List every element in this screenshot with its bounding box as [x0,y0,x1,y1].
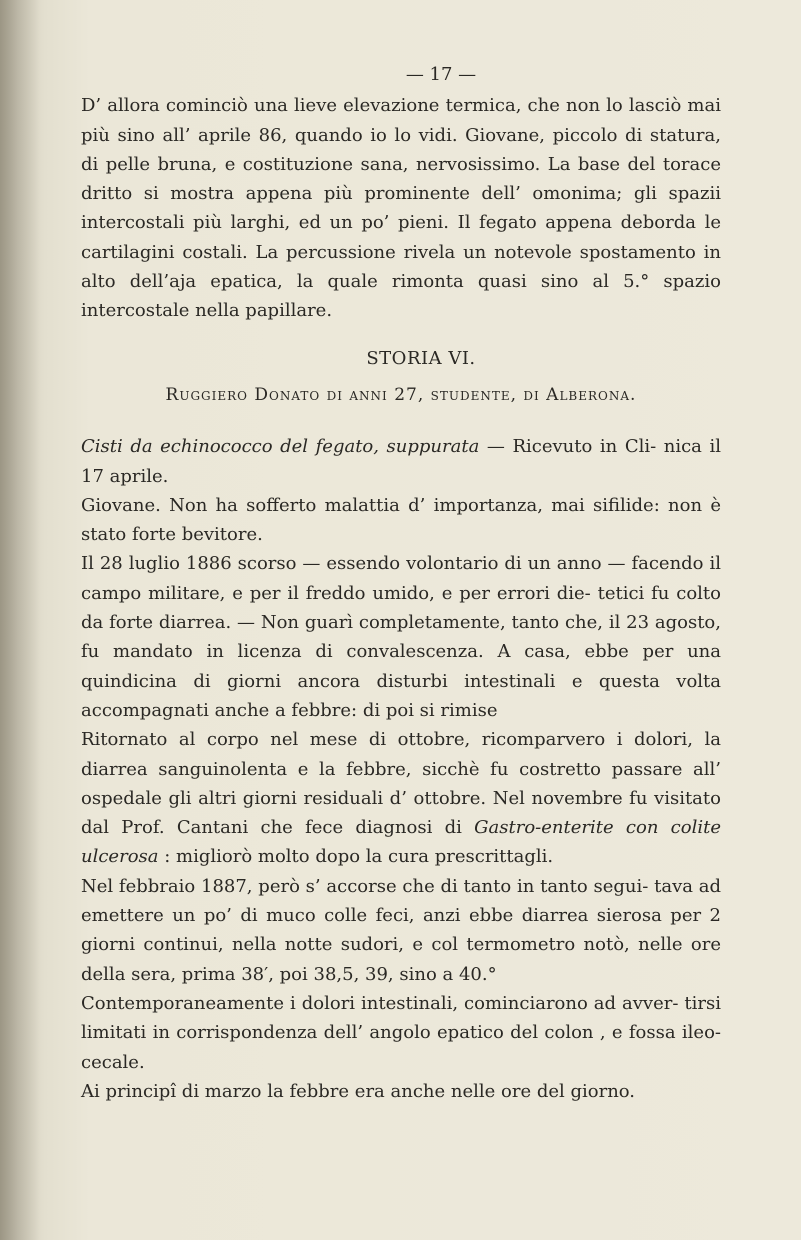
paragraph-2 [81,491,721,550]
paragraph-6 [81,989,721,1077]
paragraph-5-text: Nel febbraio 1887, però s’ accorse che di tanto in tanto segui- tava ad emettere un po’ di muco colle feci, anzi ebbe diarrea sierosa per 2 giorni continui, nella notte sudori, e col termometro notò, nelle ore della sera, prima 38′, poi 38,5, 39, sino a 40.° [81,875,721,985]
document-body [81,60,721,1106]
paragraph-3 [81,549,721,725]
diagnosis-text: — Ricevuto in Cli- nica il 17 aprile. [81,436,721,487]
paragraph-3-text: Il 28 luglio 1886 scorso — essendo volontario di un anno — facendo il campo militare, e per il freddo umido, e per errori die- tetici fu colto da forte diarrea. — Non guarì completamente, tanto che, il 23 agosto, fu mandato in licenza di convalescenza. A casa, ebbe per una quindicina di giorni ancora disturbi intestinali e questa volta accompagnati anche a febbre: di poi si rimise [81,553,721,721]
page-edge-shadow [0,0,40,1240]
paragraph-4-italic: Gastro-enterite con colite ulcerosa [81,817,721,868]
paragraph-1-text: D’ allora cominciò una lieve elevazione termica, che non lo lasciò mai più sino all’ aprile 86, quando io lo vidi. Giovane, piccolo di statura, di pelle bruna, e costituzione sana, nervosissimo. La base del torace dritto si mostra appena più prominente dell’ omonima; gli spazii intercostali più larghi, ed un po’ pieni. Il fegato appena deborda le cartilagini costali. La percussione rivela un notevole spostamento in alto dell’aja epatica, la quale rimonta quasi sino al 5.° spazio intercostale nella papillare. [81,95,721,322]
page-number: — 17 — [405,64,477,85]
paragraph-6-text: Contemporaneamente i dolori intestinali, cominciarono ad avver- tirsi limitati in corrispondenza dell’ angolo epatico del colon , e fossa ileo-cecale. [81,992,721,1073]
paragraph-4-text-b: : migliorò molto dopo la cura prescrittagli. [164,846,554,868]
paragraph-7-text: Ai principî di marzo la febbre era anche nelle ore del giorno. [81,1080,636,1102]
paragraph-4 [81,725,721,871]
paragraph-2-text: Giovane. Non ha sofferto malattia d’ importanza, mai sifilide: non è stato forte bevitore. [81,494,721,546]
paragraph-5 [81,872,721,989]
section-heading: STORIA VI. [366,347,476,369]
diagnosis-title: Cisti da echinococco del fegato, suppurata [81,436,480,458]
paragraph-4-text-a: Ritornato al corpo nel mese di ottobre, ricomparvero i dolori, la diarrea sanguinolenta e la febbre, sicchè fu costretto passare all’ ospedale gli altri giorni residuali d’ ottobre. Nel novembre fu visitato dal Prof. Cantani che fece diagnosi di [81,729,721,839]
diagnosis-paragraph [81,432,721,491]
paragraph-7 [81,1077,721,1106]
paragraph-1 [81,91,721,325]
patient-line: Ruggiero Donato di anni 27, studente, di Alberona. [165,384,637,405]
